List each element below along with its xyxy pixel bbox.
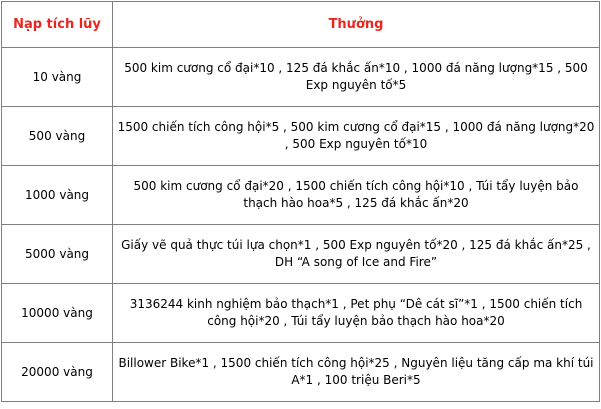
reward-details: 1500 chiến tích công hội*5 , 500 kim cương cổ đại*15 , 1000 đá năng lượng*20 , 500 Exp nguyên tố*10 bbox=[113, 107, 600, 166]
table-row bbox=[2, 107, 600, 166]
topup-amount: 500 vàng bbox=[2, 107, 113, 166]
reward-details: 500 kim cương cổ đại*10 , 125 đá khắc ấn*10 , 1000 đá năng lượng*15 , 500 Exp nguyên tố*5 bbox=[113, 48, 600, 107]
table-row bbox=[2, 48, 600, 107]
topup-amount: 1000 vàng bbox=[2, 166, 113, 225]
header-row bbox=[2, 2, 600, 48]
topup-amount: 20000 vàng bbox=[2, 343, 113, 402]
topup-amount: 5000 vàng bbox=[2, 225, 113, 284]
topup-amount: 10 vàng bbox=[2, 48, 113, 107]
table-row bbox=[2, 166, 600, 225]
reward-details: 3136244 kinh nghiệm bảo thạch*1 , Pet phụ “Dê cát sĩ”*1 , 1500 chiến tích công hội*20 , Túi tẩy luyện bảo thạch hào hoa*20 bbox=[113, 284, 600, 343]
reward-details: 500 kim cương cổ đại*20 , 1500 chiến tích công hội*10 , Túi tẩy luyện bảo thạch hào hoa*5 , 125 đá khắc ấn*20 bbox=[113, 166, 600, 225]
table-row bbox=[2, 343, 600, 402]
topup-amount: 10000 vàng bbox=[2, 284, 113, 343]
header-reward: Thưởng bbox=[113, 2, 600, 48]
reward-details: Giấy vẽ quả thực túi lựa chọn*1 , 500 Exp nguyên tố*20 , 125 đá khắc ấn*25 , DH “A song of Ice and Fire” bbox=[113, 225, 600, 284]
reward-details: Billower Bike*1 , 1500 chiến tích công hội*25 , Nguyên liệu tăng cấp ma khí túi A*1 , 100 triệu Beri*5 bbox=[113, 343, 600, 402]
rewards-table bbox=[1, 1, 600, 402]
table-row bbox=[2, 225, 600, 284]
table-row bbox=[2, 284, 600, 343]
header-cumulative-topup: Nạp tích lũy bbox=[2, 2, 113, 48]
